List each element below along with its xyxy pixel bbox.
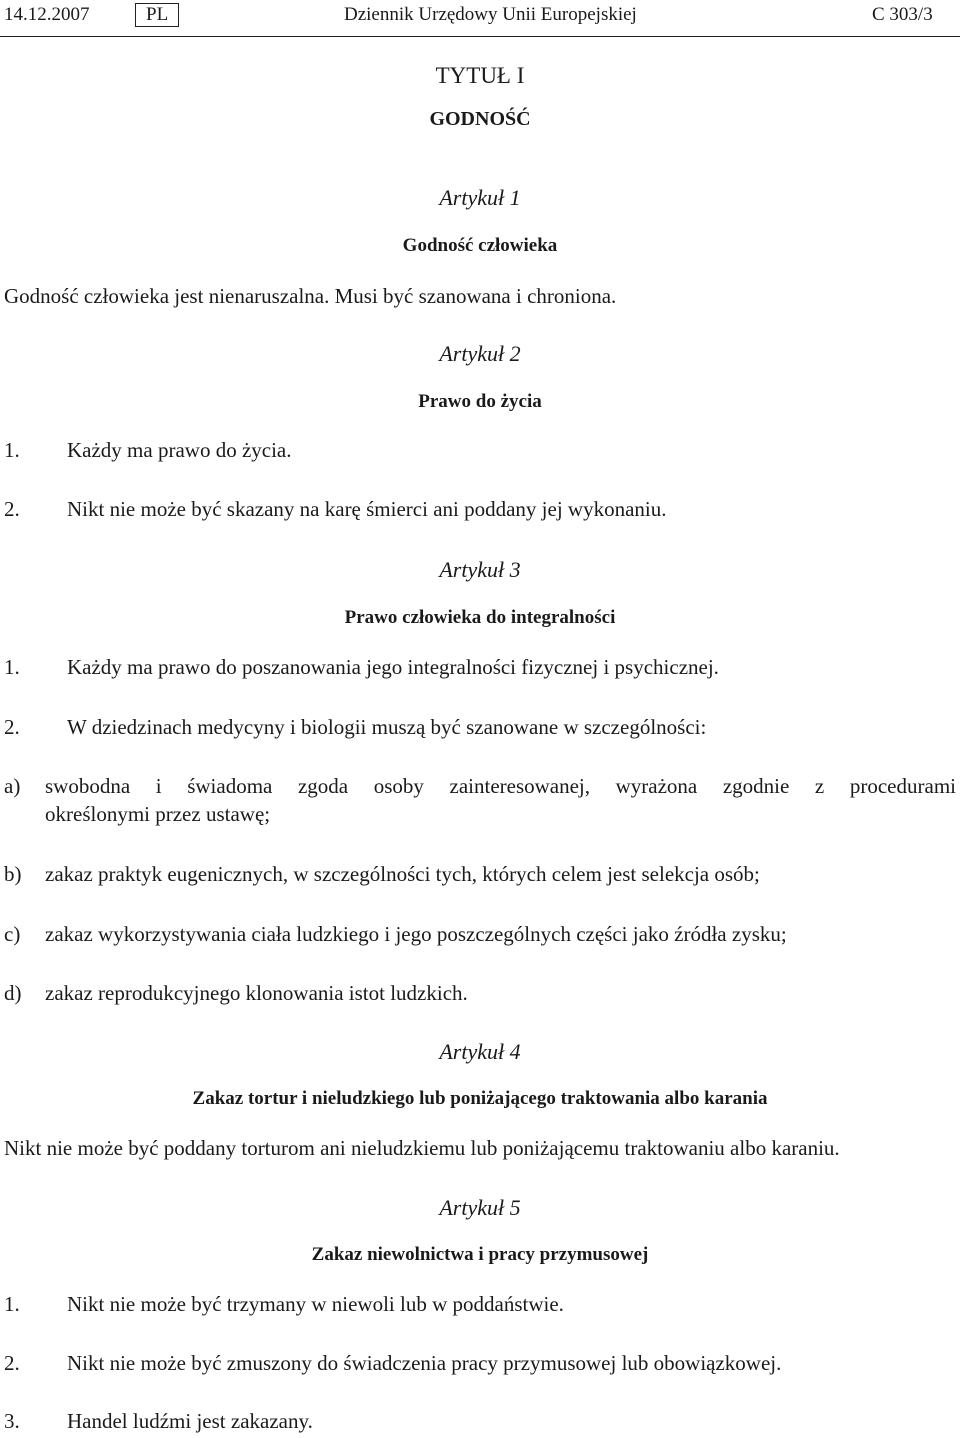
article-4-heading: Zakaz tortur i nieludzkiego lub poniżającego traktowania albo karania [192, 1088, 768, 1109]
article-3-item-b-text: zakaz praktyk eugenicznych, w szczególności tych, których celem jest selekcja osób; [45, 862, 760, 886]
header-rule [0, 36, 960, 37]
header-date: 14.12.2007 [4, 4, 90, 25]
title-name: GODNOŚĆ [429, 108, 531, 130]
article-1-text: Godność człowieka jest nienaruszalna. Musi być szanowana i chroniona. [4, 284, 617, 308]
article-2-heading: Prawo do życia [418, 391, 542, 412]
journal-reference: C 303/3 [872, 4, 933, 25]
article-2-para-2-number: 2. [4, 497, 20, 521]
article-4-text: Nikt nie może być poddany torturom ani nieludzkiemu lub poniżającemu traktowaniu albo karaniu. [4, 1136, 840, 1160]
article-3-item-a-letter: a) [4, 774, 21, 798]
article-5-heading: Zakaz niewolnictwa i pracy przymusowej [311, 1244, 649, 1265]
title-part: TYTUŁ I [435, 63, 525, 88]
article-5-para-3-number: 3. [4, 1409, 20, 1433]
article-1-label: Artykuł 1 [439, 185, 521, 210]
article-3-para-2-text: W dziedzinach medycyny i biologii muszą być szanowane w szczególności: [67, 715, 707, 739]
article-3-item-d-letter: d) [4, 981, 22, 1005]
article-5-para-1-number: 1. [4, 1292, 20, 1316]
article-5-label: Artykuł 5 [439, 1195, 521, 1220]
journal-name: Dziennik Urzędowy Unii Europejskiej [344, 4, 637, 25]
language-badge: PL [135, 3, 179, 27]
article-3-para-2-number: 2. [4, 715, 20, 739]
article-3-heading: Prawo człowieka do integralności [344, 607, 616, 628]
article-3-item-a-line-2: określonymi przez ustawę; [45, 802, 271, 826]
article-5-para-2-text: Nikt nie może być zmuszony do świadczenia pracy przymusowej lub obowiązkowej. [67, 1351, 782, 1375]
article-1-heading: Godność człowieka [402, 235, 558, 256]
article-3-item-a-line-1: swobodna i świadoma zgoda osoby zainteresowanej, wyrażona zgodnie z procedurami [45, 774, 956, 798]
article-2-para-1-number: 1. [4, 438, 20, 462]
article-5-para-2-number: 2. [4, 1351, 20, 1375]
article-3-label: Artykuł 3 [439, 557, 521, 582]
article-5-para-1-text: Nikt nie może być trzymany w niewoli lub w poddaństwie. [67, 1292, 564, 1316]
article-3-para-1-number: 1. [4, 655, 20, 679]
article-4-label: Artykuł 4 [439, 1039, 521, 1064]
article-3-item-b-letter: b) [4, 862, 22, 886]
article-3-item-c-text: zakaz wykorzystywania ciała ludzkiego i jego poszczególnych części jako źródła zysku; [45, 922, 787, 946]
article-2-label: Artykuł 2 [439, 341, 521, 366]
article-3-item-c-letter: c) [4, 922, 21, 946]
article-2-para-2-text: Nikt nie może być skazany na karę śmierci ani poddany jej wykonaniu. [67, 497, 667, 521]
article-5-para-3-text: Handel ludźmi jest zakazany. [67, 1409, 313, 1433]
article-3-item-d-text: zakaz reprodukcyjnego klonowania istot ludzkich. [45, 981, 468, 1005]
article-3-para-1-text: Każdy ma prawo do poszanowania jego integralności fizycznej i psychicznej. [67, 655, 719, 679]
article-2-para-1-text: Każdy ma prawo do życia. [67, 438, 292, 462]
